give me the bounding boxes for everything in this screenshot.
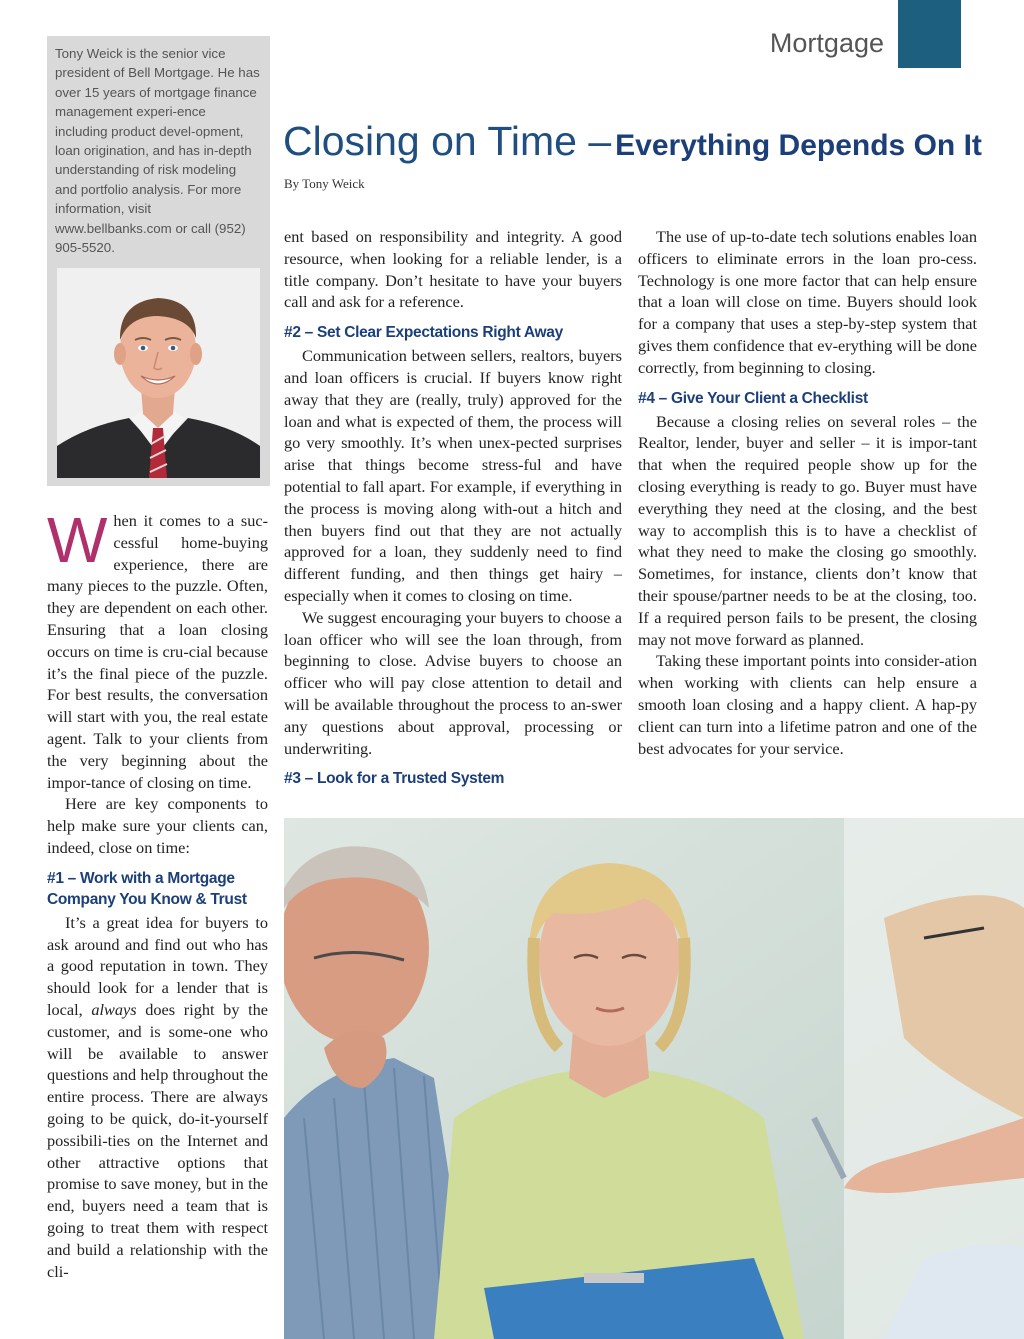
paragraph-1-emphasis: always bbox=[91, 999, 137, 1019]
section-tab bbox=[898, 0, 961, 68]
article-byline: By Tony Weick bbox=[284, 176, 365, 191]
intro-paragraph-2: Here are key components to help make sure your clients can, indeed, close on time: bbox=[47, 794, 268, 857]
author-portrait-image bbox=[57, 268, 260, 478]
paragraph-1 bbox=[47, 912, 268, 1283]
heading-2: #2 – Set Clear Expectations Right Away bbox=[284, 324, 563, 342]
article-column-3 bbox=[638, 226, 977, 759]
author-bio-text: Tony Weick is the senior vice president of Bell Mortgage. He has over 15 years of mortgage finance management experi-ence including product devel-opment, loan origination, and has in-depth understanding of risk modeling and portfolio analysis. For more information, visit www.bellbanks.com or call (952) 905-5520. bbox=[55, 46, 260, 256]
heading-1: #1 – Work with a Mortgage Company You Know & Trust bbox=[47, 869, 247, 908]
article-column-2 bbox=[284, 226, 622, 791]
paragraph-2b: We suggest encouraging your buyers to choose a loan officer who will see the loan through, from beginning to close. Advise buyers to choose an officer who will pay close attention to detail and will be available throughout the process to an-swer any questions about approval, processing or underwriting. bbox=[284, 607, 622, 758]
paragraph-4: Because a closing relies on several roles – the Realtor, lender, buyer and seller – it is impor-tant that when the required people show up for the closing everything is ready to go. Buyer must have everything they need at the closing, and the best way to accomplish this is to have a checklist of what they need to make the closing go smoothly. Sometimes, for instance, clients don’t know that their spouse/partner needs to be at the closing, too. If a required person fails to be present, the closing may not move forward as planned. bbox=[638, 411, 977, 649]
article-title-light: Closing on Time – bbox=[283, 118, 612, 164]
intro-paragraph bbox=[47, 504, 268, 793]
article-column-1 bbox=[47, 504, 269, 1282]
paragraph-2: Communication between sellers, realtors, buyers and loan officers is crucial. If buyers know right away that they are (really, truly) approved for the loan and what is expected of them, the process will go very smoothly. It’s when unex-pected surprises arise that things become stress-ful and have potential to fall apart. For example, if everything in the process is moving along with-out a hitch and then buyers find out that they are not actually approved for a loan, they suddenly need to find different funding, and then things get hairy – especially when it comes to closing on time. bbox=[284, 346, 622, 605]
heading-4: #4 – Give Your Client a Checklist bbox=[638, 389, 868, 407]
paragraph-1-part-b: does right by the customer, and is some-one who will be available to answer questions and help throughout the entire process. There are always going to be quick, do-it-yourself possibili-ties on the Internet and other attractive options that promise to save money, but in the end, buyers need a team that is going to treat them with respect and build a relationship with the cli- bbox=[47, 999, 269, 1281]
couple-meeting-image bbox=[284, 818, 1024, 1339]
paragraph-1-continued: ent based on responsibility and integrity. A good resource, when looking for a reliable lender, is a title company. Don’t hesitate to have your buyers call and ask for a reference. bbox=[284, 227, 622, 312]
author-photo bbox=[57, 268, 260, 478]
author-bio-box bbox=[47, 36, 270, 486]
heading-3: #3 – Look for a Trusted System bbox=[284, 770, 505, 788]
couple-meeting-photo bbox=[284, 818, 1024, 1339]
article-title-bold: Everything Depends On It bbox=[615, 129, 982, 162]
section-label: Mortgage bbox=[769, 28, 884, 58]
paragraph-3: The use of up-to-date tech solutions enables loan officers to eliminate errors in the loan pro-cess. Technology is one more factor that can help ensure that a loan will close on time. Buyers should look for a company that uses a step-by-step system that gives them confidence that ev-erything will be done correctly, from beginning to closing. bbox=[638, 227, 977, 377]
paragraph-5: Taking these important points into consider-ation when working with clients can help ensure a smooth loan closing and a happy client. A hap-py client can turn into a lifetime patron and one of the best advocates for your service. bbox=[638, 651, 977, 758]
paragraph-1-part-a: It’s a great idea for buyers to ask around and find out who has a good reputation in town. They should look for a lender that is local, bbox=[47, 912, 268, 1019]
intro-text: hen it comes to a suc-cessful home-buying experience, there are many pieces to the puzzle. Often, they are dependent on each other. Ensuring that a loan closing occurs on time is cru-cial because it’s the final piece of the puzzle. For best results, the conversation will start with you, the real estate agent. Talk to your clients from the very beginning about the impor-tance of closing on time. bbox=[47, 511, 268, 792]
drop-cap: W bbox=[47, 504, 108, 576]
article-title bbox=[283, 118, 982, 165]
